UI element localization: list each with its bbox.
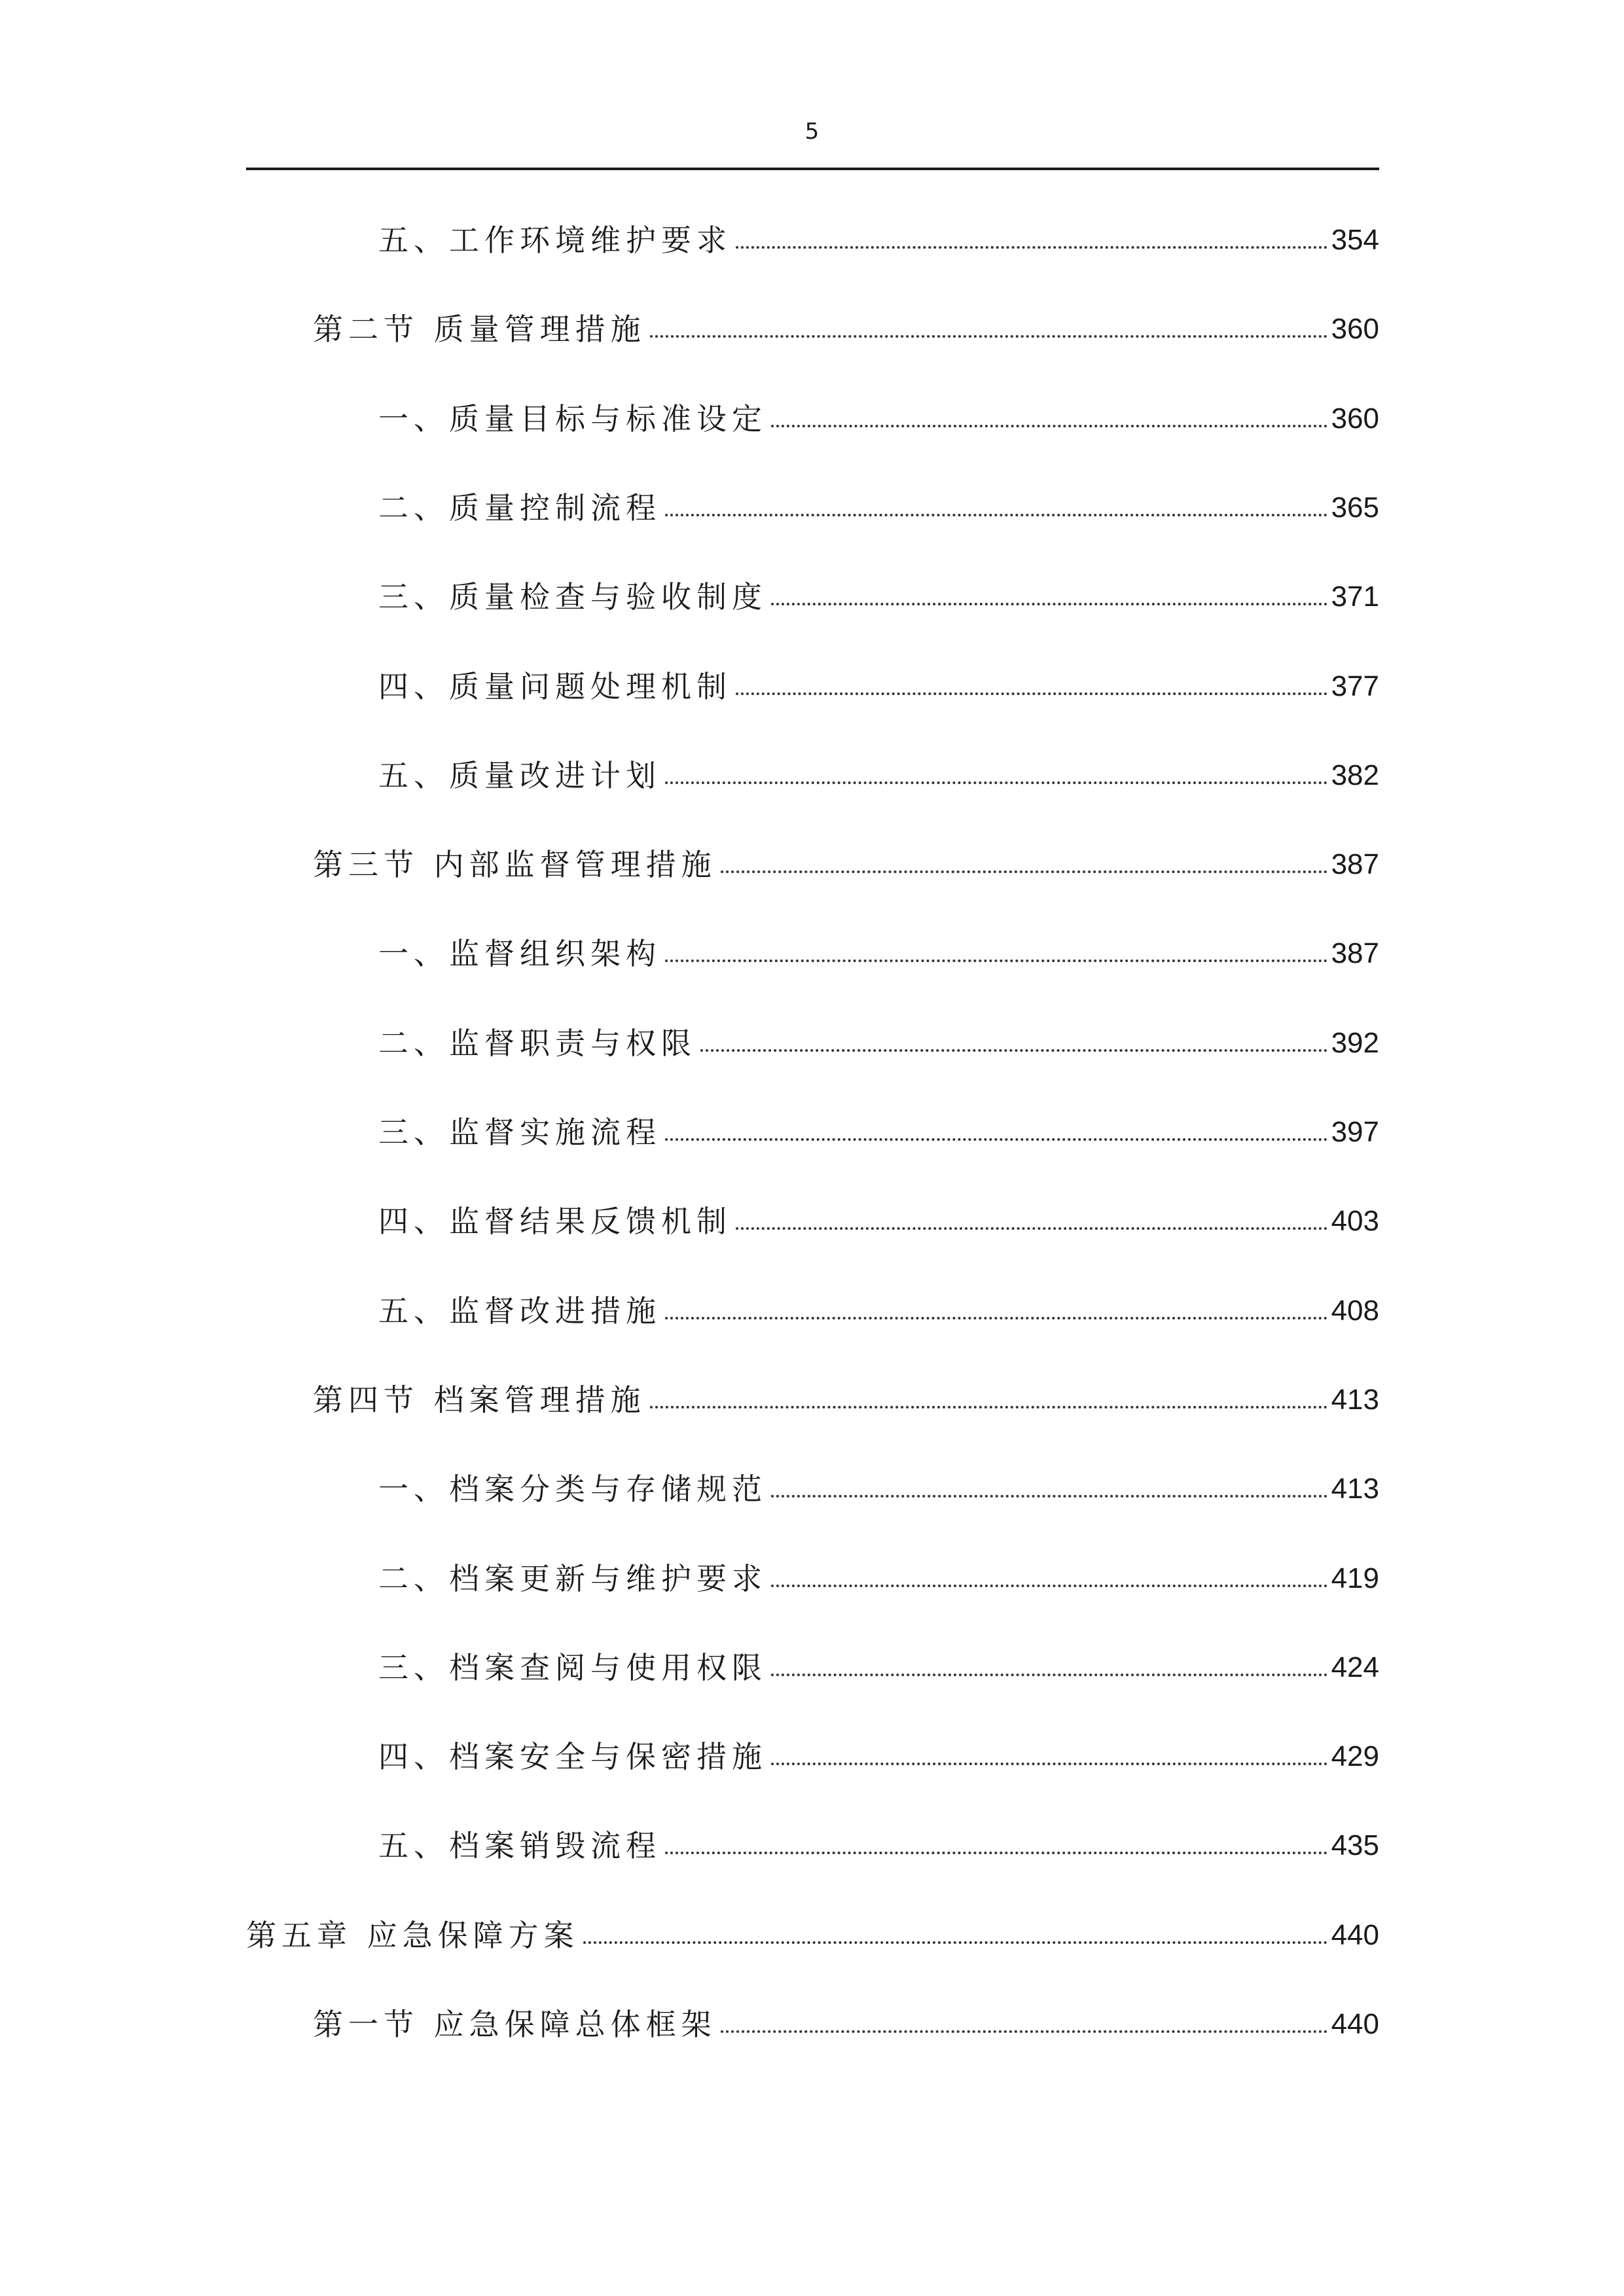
toc-entry-page: 392	[1331, 1027, 1379, 1059]
toc-entry-page: 360	[1331, 403, 1379, 435]
toc-entry-title: 四、档案安全与保密措施	[378, 1739, 767, 1774]
toc-entry-page: 440	[1331, 2008, 1379, 2040]
toc-entry-title: 第二节 质量管理措施	[313, 312, 646, 347]
toc-entry[interactable]	[378, 485, 1379, 531]
toc-entry-title: 第三节 内部监督管理措施	[313, 847, 717, 882]
toc-entry-title: 五、档案销毁流程	[378, 1828, 661, 1863]
toc-entry-title: 三、档案查阅与使用权限	[378, 1650, 767, 1685]
toc-entry[interactable]	[378, 1556, 1379, 1602]
toc-entry-title: 第五章 应急保障方案	[246, 1918, 579, 1953]
toc-entry[interactable]	[378, 396, 1379, 442]
toc-dot-leader	[721, 870, 1327, 873]
toc-entry-page: 371	[1331, 581, 1379, 613]
toc-dot-leader	[736, 1227, 1327, 1230]
toc-entry[interactable]	[378, 1823, 1379, 1869]
toc-entry[interactable]	[378, 664, 1379, 709]
toc-entry[interactable]	[378, 931, 1379, 977]
toc-entry-page: 435	[1331, 1829, 1379, 1861]
toc-dot-leader	[665, 1138, 1327, 1141]
toc-dot-leader	[771, 1495, 1327, 1498]
toc-entry-page: 360	[1331, 313, 1379, 345]
toc-entry[interactable]	[378, 217, 1379, 263]
toc-dot-leader	[650, 1406, 1327, 1408]
toc-entry[interactable]	[313, 1377, 1379, 1423]
toc-entry-page: 429	[1331, 1740, 1379, 1772]
toc-entry-title: 三、质量检查与验收制度	[378, 579, 767, 615]
toc-dot-leader	[771, 425, 1327, 427]
toc-entry[interactable]	[378, 1020, 1379, 1066]
toc-entry-title: 四、监督结果反馈机制	[378, 1204, 732, 1239]
toc-entry-page: 419	[1331, 1562, 1379, 1594]
toc-entry-title: 五、工作环境维护要求	[378, 223, 732, 258]
toc-entry[interactable]	[246, 1912, 1379, 1958]
toc-entry[interactable]	[378, 1645, 1379, 1691]
toc-entry-page: 365	[1331, 492, 1379, 524]
toc-dot-leader	[771, 1585, 1327, 1587]
page-number: 5	[804, 118, 820, 145]
toc-dot-leader	[665, 1317, 1327, 1319]
toc-entry-title: 第一节 应急保障总体框架	[313, 2007, 717, 2042]
toc-entry-title: 一、质量目标与标准设定	[378, 401, 767, 437]
toc-dot-leader	[771, 1674, 1327, 1676]
toc-dot-leader	[771, 603, 1327, 605]
toc-entry-page: 387	[1331, 937, 1379, 969]
toc-entry-title: 一、监督组织架构	[378, 936, 661, 971]
toc-entry[interactable]	[378, 574, 1379, 620]
toc-entry-title: 五、监督改进措施	[378, 1293, 661, 1329]
toc-entry-page: 424	[1331, 1651, 1379, 1683]
toc-entry-page: 382	[1331, 759, 1379, 791]
toc-entry-page: 354	[1331, 224, 1379, 256]
toc-dot-leader	[736, 692, 1327, 695]
toc-entry[interactable]	[378, 1466, 1379, 1512]
toc-entry-page: 413	[1331, 1384, 1379, 1416]
toc-dot-leader	[650, 335, 1327, 338]
toc-dot-leader	[771, 1763, 1327, 1765]
toc-entry-page: 440	[1331, 1919, 1379, 1951]
toc-entry-title: 四、质量问题处理机制	[378, 669, 732, 704]
toc-entry-title: 三、监督实施流程	[378, 1115, 661, 1150]
toc-entry[interactable]	[313, 306, 1379, 352]
toc-dot-leader	[700, 1049, 1327, 1052]
toc-entry-title: 第四节 档案管理措施	[313, 1382, 646, 1418]
toc-entry-page: 397	[1331, 1116, 1379, 1148]
toc-entry[interactable]	[378, 1109, 1379, 1155]
toc-dot-leader	[583, 1941, 1327, 1944]
toc-dot-leader	[665, 781, 1327, 784]
toc-entry-page: 403	[1331, 1205, 1379, 1237]
toc-dot-leader	[721, 2030, 1327, 2033]
toc-entry-page: 413	[1331, 1473, 1379, 1505]
toc-entry[interactable]	[378, 1198, 1379, 1244]
toc-entry[interactable]	[378, 1734, 1379, 1780]
toc-entry-title: 一、档案分类与存储规范	[378, 1471, 767, 1507]
toc-dot-leader	[736, 246, 1327, 249]
toc-entry-page: 408	[1331, 1295, 1379, 1327]
toc-dot-leader	[665, 1852, 1327, 1854]
toc-entry-page: 377	[1331, 670, 1379, 702]
toc-entry[interactable]	[313, 2001, 1379, 2047]
toc-entry-title: 二、监督职责与权限	[378, 1026, 696, 1061]
toc-entry-title: 五、质量改进计划	[378, 758, 661, 793]
toc-entry-title: 二、质量控制流程	[378, 490, 661, 526]
toc-entry[interactable]	[378, 753, 1379, 798]
toc-entry[interactable]	[378, 1288, 1379, 1334]
toc-entry[interactable]	[313, 842, 1379, 888]
toc-entry-page: 387	[1331, 848, 1379, 880]
toc-dot-leader	[665, 960, 1327, 962]
toc-entry-title: 二、档案更新与维护要求	[378, 1561, 767, 1596]
toc-dot-leader	[665, 514, 1327, 516]
